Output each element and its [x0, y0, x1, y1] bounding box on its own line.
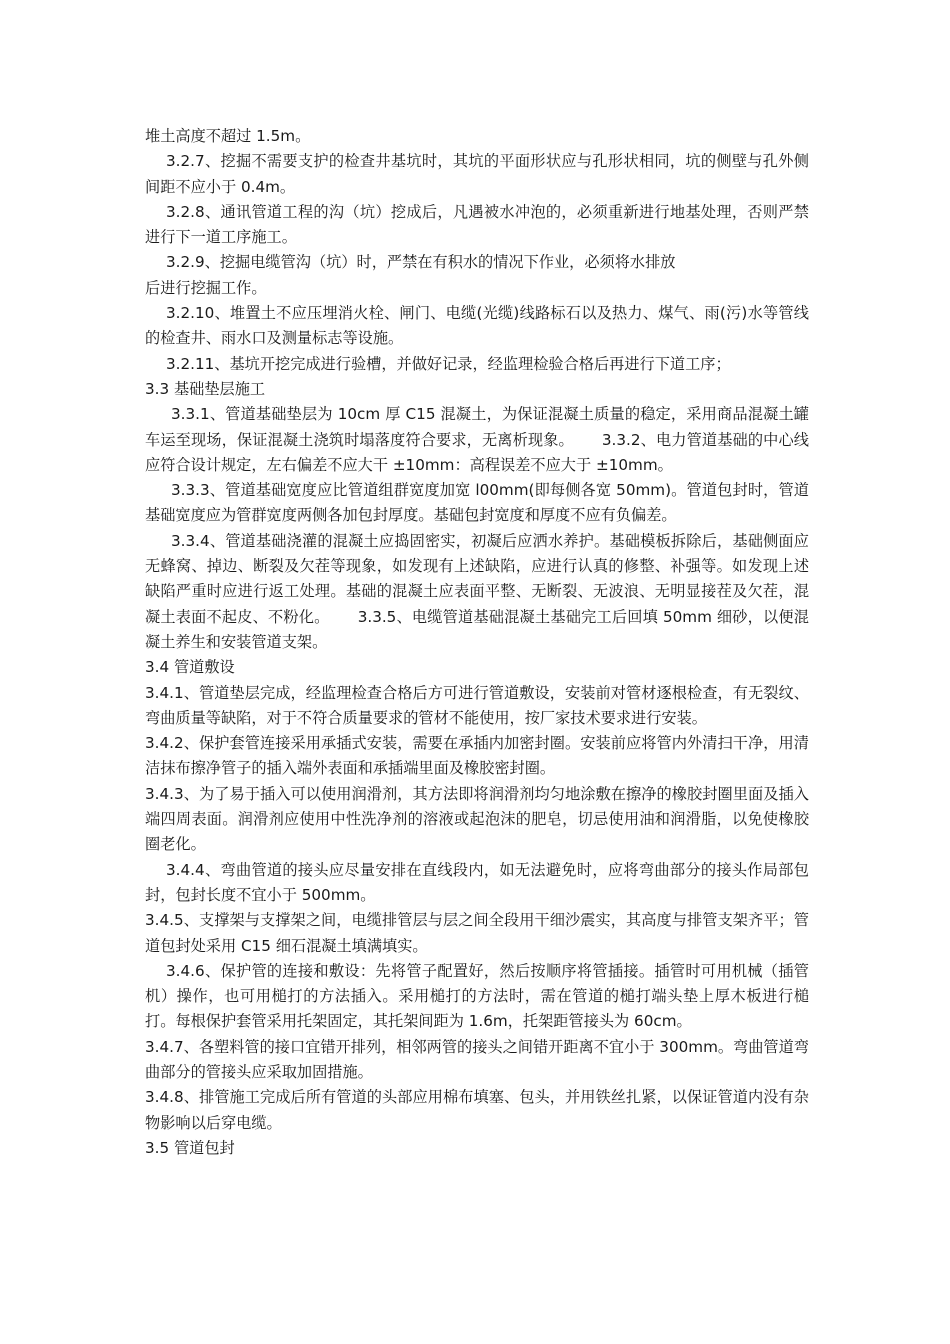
paragraph: 3.2.7、挖掘不需要支护的检查井基坑时，其坑的平面形状应与孔形状相同，坑的侧壁与孔外侧间距不应小于 0.4m。: [145, 152, 809, 196]
paragraph: 3.3.3、管道基础宽度应比管道组群宽度加宽 l00mm(即每侧各宽 50mm)。管道包封时，管道基础宽度应为管群宽度两侧各加包封厚度。基础包封宽度和厚度不应有负偏差。: [145, 481, 809, 525]
section-heading: 3.4 管道敷设: [145, 658, 235, 677]
paragraph: 3.4.3、为了易于插入可以使用润滑剂，其方法即将润滑剂均匀地涂敷在擦净的橡胶封圈里面及插入端四周表面。润滑剂应使用中性洗净剂的溶液或起泡沫的肥皂，切忌使用油和润滑脂，以免使橡胶圈老化。: [145, 784, 809, 854]
section-heading: 3.3 基础垫层施工: [145, 379, 266, 398]
paragraph: 3.4.6、保护管的连接和敷设：先将管子配置好，然后按顺序将管插接。插管时可用机械（插管机）操作，也可用槌打的方法插入。采用槌打的方法时，需在管道的槌打端头垫上厚木板进行槌打。每根保护套管采用托架固定，其托架间距为 1.6m，托架距管接头为 60cm。: [145, 961, 809, 1031]
document-body: [145, 124, 809, 1161]
paragraph: 3.3.4、管道基础浇灌的混凝土应捣固密实，初凝后应洒水养护。基础模板拆除后，基础侧面应无蜂窝、掉边、断裂及欠茬等现象，如发现有上述缺陷，应进行认真的修整、补强等。如发现上述缺陷严重时应进行返工处理。基础的混凝土应表面平整、无断裂、无波浪、无明显接茬及欠茬，混凝土表面不起皮、不粉化。 3.3.5、电缆管道基础混凝土基础完工后回填 50mm 细砂，以便混凝土养生和安装管道支架。: [145, 531, 809, 651]
paragraph: 3.4.2、保护套管连接采用承插式安装，需要在承插内加密封圈。安装前应将管内外清扫干净，用清洁抹布擦净管子的插入端外表面和承插端里面及橡胶密封圈。: [145, 734, 809, 778]
paragraph: 3.4.7、各塑料管的接口宜错开排列，相邻两管的接头之间错开距离不宜小于 300mm。弯曲管道弯曲部分的管接头应采取加固措施。: [145, 1037, 809, 1081]
paragraph: 3.2.11、基坑开挖完成进行验槽，并做好记录，经监理检验合格后再进行下道工序；: [166, 354, 731, 373]
paragraph: 堆土高度不超过 1.5m。: [145, 127, 311, 145]
paragraph: 3.4.8、排管施工完成后所有管道的头部应用棉布填塞、包头，并用铁丝扎紧，以保证管道内没有杂物影响以后穿电缆。: [145, 1088, 809, 1132]
paragraph: 后进行挖掘工作。: [145, 278, 267, 297]
paragraph: 3.4.1、管道垫层完成，经监理检查合格后方可进行管道敷设，安装前对管材逐根检查，有无裂纹、弯曲质量等缺陷，对于不符合质量要求的管材不能使用，按厂家技术要求进行安装。: [145, 683, 809, 727]
paragraph: 3.2.8、通讯管道工程的沟（坑）挖成后，凡遇被水冲泡的，必须重新进行地基处理，否则严禁进行下一道工序施工。: [145, 202, 809, 247]
paragraph: 3.2.10、堆置土不应压埋消火栓、闸门、电缆(光缆)线路标石以及热力、煤气、雨(污)水等管线的检查井、雨水口及测量标志等设施。: [145, 304, 809, 348]
section-heading: 3.5 管道包封: [145, 1138, 235, 1157]
paragraph: 3.3.1、管道基础垫层为 10cm 厚 C15 混凝土，为保证混凝土质量的稳定，采用商品混凝土罐车运至现场，保证混凝土浇筑时塌落度符合要求，无离析现象。 3.3.2、电力管道基础的中心线应符合设计规定，左右偏差不应大干 ±10mm：高程误差不应大于 ±10mm。: [145, 405, 809, 474]
paragraph: 3.2.9、挖掘电缆管沟（坑）时，严禁在有积水的情况下作业，必须将水排放: [166, 253, 676, 272]
paragraph: 3.4.4、弯曲管道的接头应尽量安排在直线段内，如无法避免时，应将弯曲部分的接头作局部包封，包封长度不宜小于 500mm。: [145, 860, 809, 904]
paragraph: 3.4.5、支撑架与支撑架之间，电缆排管层与层之间全段用干细沙震实，其高度与排管支架齐平；管道包封处采用 C15 细石混凝土填满填实。: [145, 911, 809, 955]
